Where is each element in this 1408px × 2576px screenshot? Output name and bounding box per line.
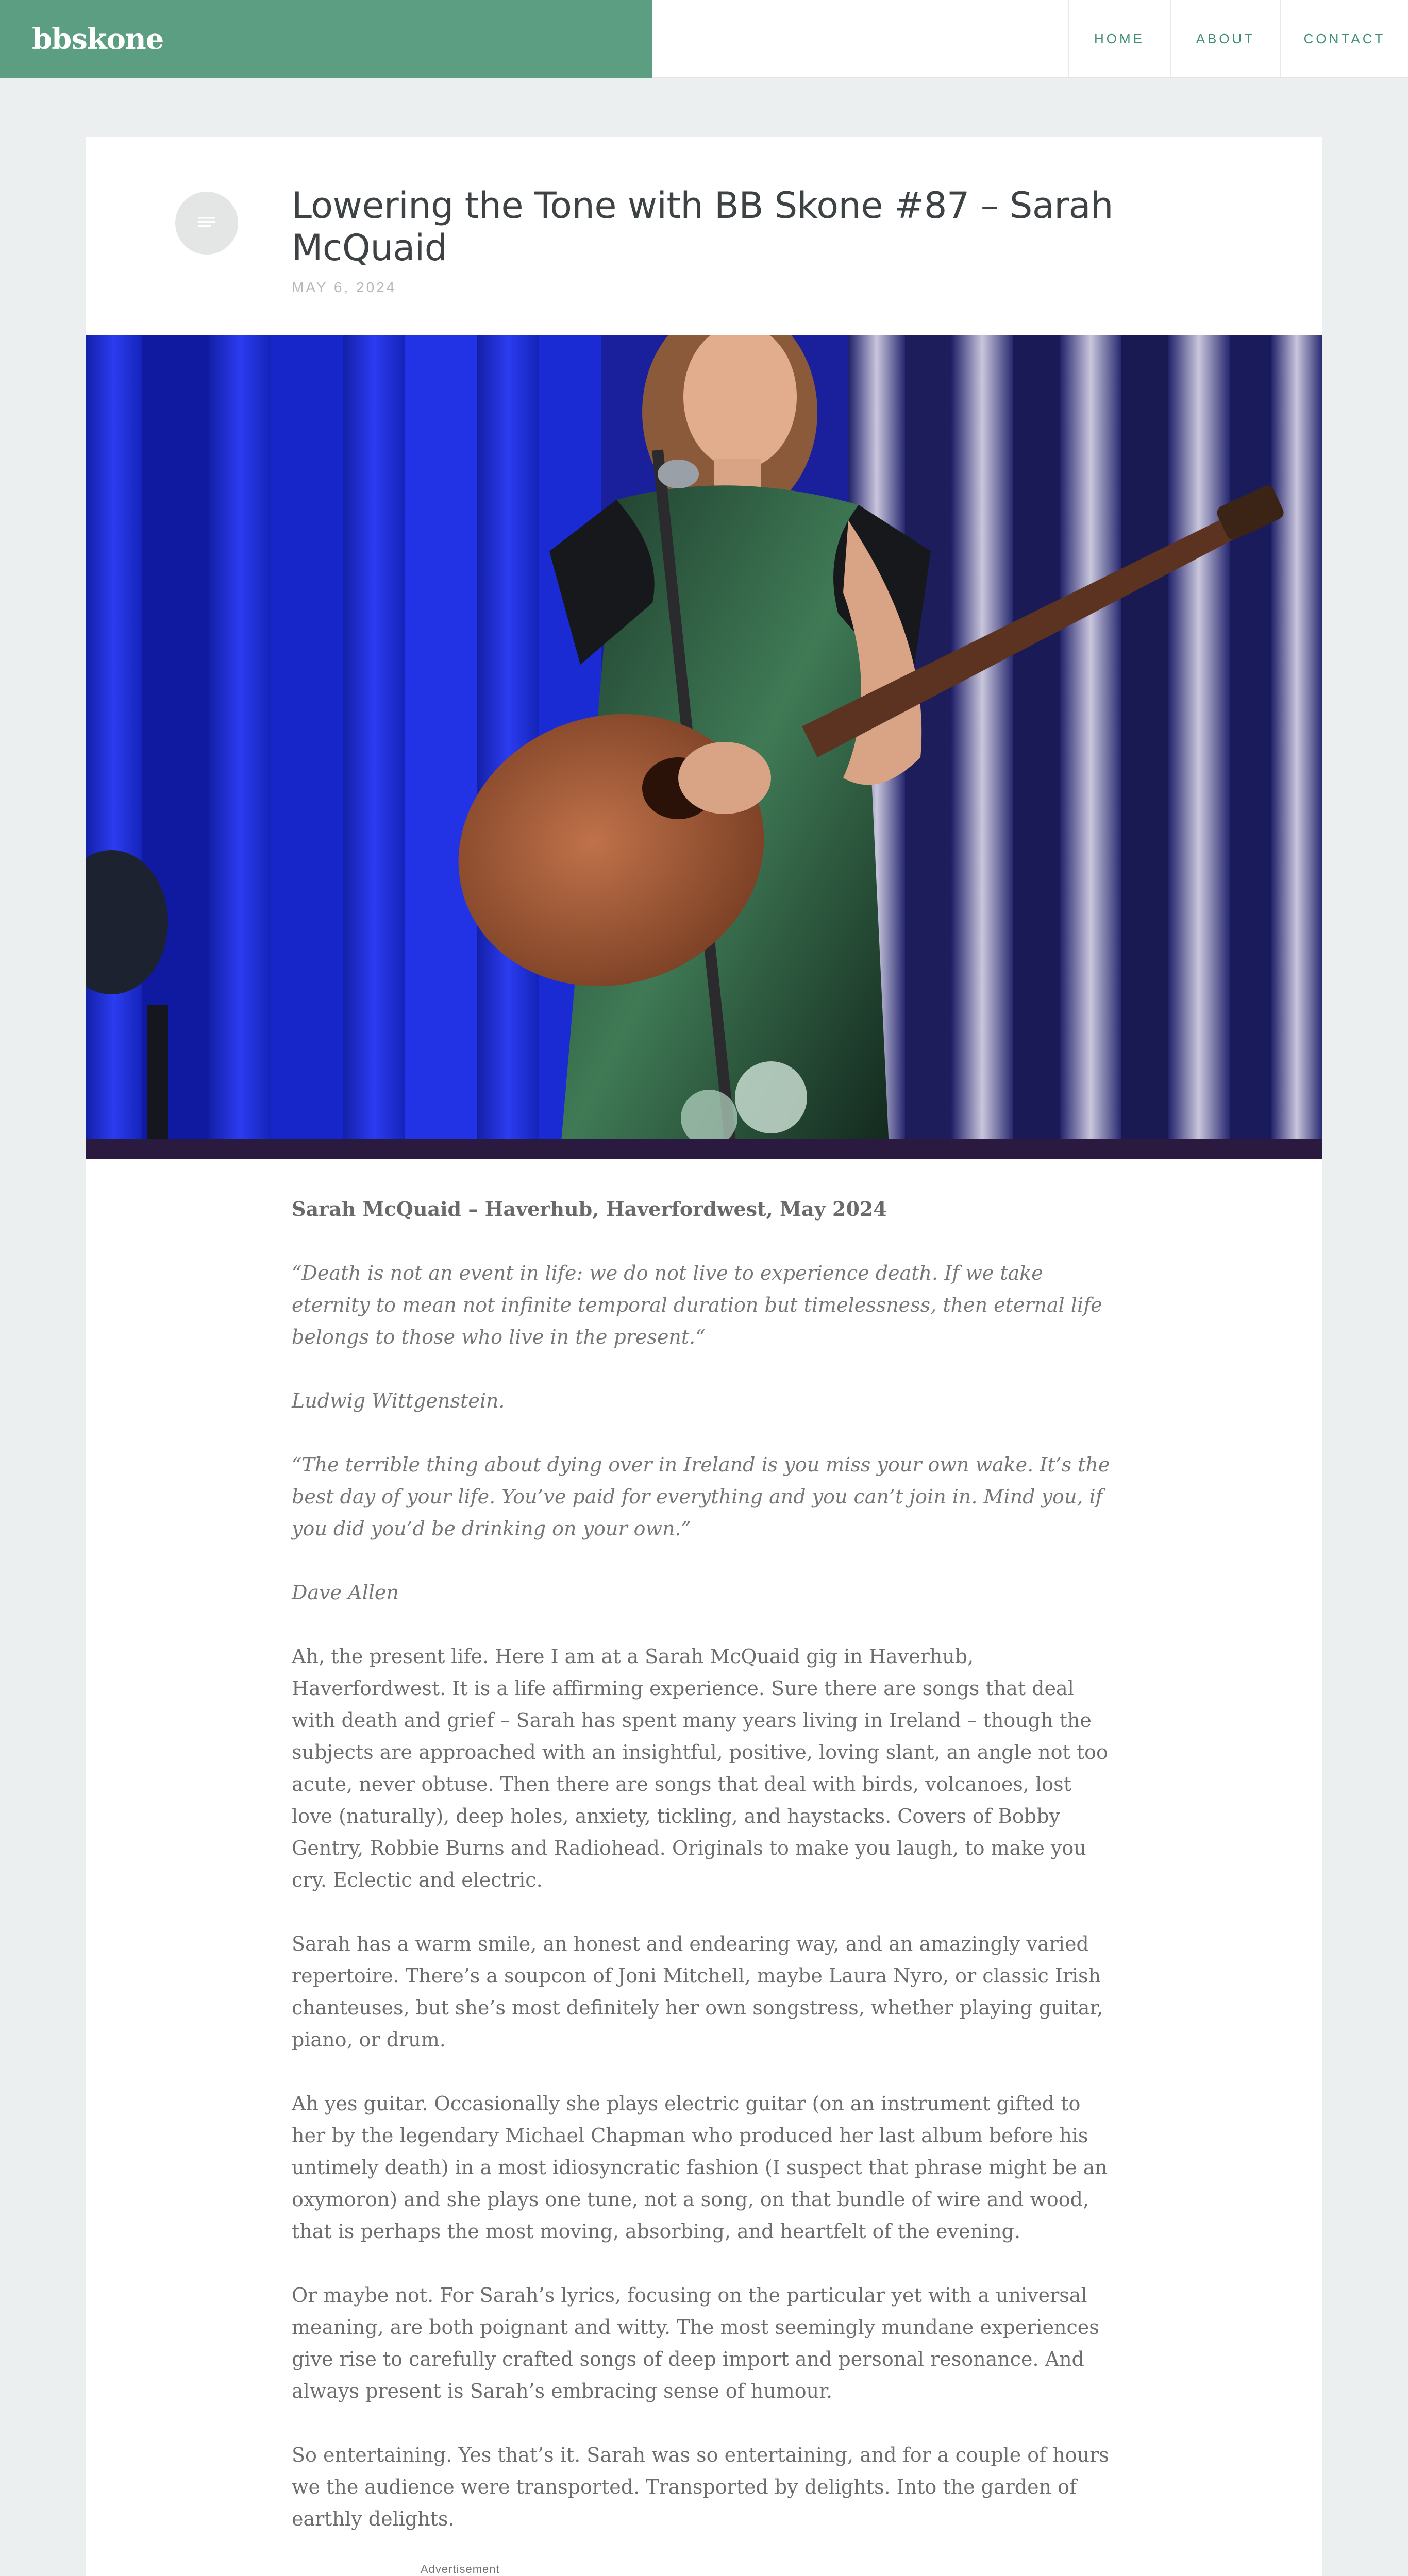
ad-label: Advertisement [421, 2563, 500, 2575]
brand-block[interactable] [0, 0, 652, 78]
nav-contact-link[interactable]: CONTACT [1280, 0, 1408, 77]
post-paragraph: Sarah has a warm smile, an honest and endearing way, and an amazingly varied repertoire. There’s a soupcon of Joni Mitchell, maybe Laura Nyro, or classic Irish chanteuses, but she’s most definitely her own songstress, whether playing guitar, piano, or drum. [292, 1933, 1103, 2051]
nav-about-link[interactable]: ABOUT [1170, 0, 1280, 77]
post-date[interactable]: MAY 6, 2024 [292, 279, 397, 295]
post-card [86, 137, 1322, 2576]
quote-attribution: Dave Allen [292, 1581, 399, 1604]
quote-attribution: Ludwig Wittgenstein. [292, 1389, 505, 1412]
advertisement [421, 2563, 990, 2576]
post-format-standard-icon[interactable] [175, 192, 238, 255]
post-paragraph: Ah yes guitar. Occasionally she plays electric guitar (on an instrument gifted to her by the legendary Michael Chapman who produced her last album before his untimely death) in a most idiosyncratic fashion (I suspect that phrase might be an oxymoron) and she plays one tune, not a song, on that bundle of wire and wood, that is perhaps the most moving, absorbing, and heartfelt of the evening. [292, 2092, 1108, 2243]
post-lead: Sarah McQuaid – Haverhub, Haverfordwest, May 2024 [292, 1197, 887, 1221]
site-logo[interactable]: bbskone [32, 22, 164, 56]
post-content [292, 1193, 1116, 2576]
performer-with-acoustic-guitar-photo [86, 335, 1322, 1159]
quote-allen: “The terrible thing about dying over in Ireland is you miss your own wake. It’s the best day of your life. You’ve paid for everything and you can’t join in. Mind you, if you did you’d be drinking on your own.” [292, 1453, 1110, 1540]
post-paragraph: So entertaining. Yes that’s it. Sarah was so entertaining, and for a couple of hours we the audience were transported. Transported by delights. Into the garden of earthly delights. [292, 2444, 1109, 2530]
quote-wittgenstein: “Death is not an event in life: we do not live to experience death. If we take eternity to mean not infinite temporal duration but timelessness, then eternal life belongs to those who live in the present.“ [292, 1262, 1102, 1348]
main-nav [1068, 0, 1408, 77]
nav-home-link[interactable]: HOME [1068, 0, 1170, 77]
post-title[interactable]: Lowering the Tone with BB Skone #87 – Sarah McQuaid [292, 184, 1113, 269]
post-paragraph: Ah, the present life. Here I am at a Sarah McQuaid gig in Haverhub, Haverfordwest. It is a life affirming experience. Sure there are songs that deal with death and grief – Sarah has spent many years living in Ireland – though the subjects are approached with an insightful, positive, loving slant, an angle not too acute, never obtuse. Then there are songs that deal with birds, volcanoes, lost love (naturally), deep holes, anxiety, tickling, and haystacks. Covers of Bobby Gentry, Robbie Burns and Radiohead. Originals to make you laugh, to make you cry. Eclectic and electric. [292, 1645, 1108, 1891]
post-paragraph: Or maybe not. For Sarah’s lyrics, focusing on the particular yet with a universal meaning, are both poignant and witty. The most seemingly mundane experiences give rise to carefully crafted songs of deep import and personal resonance. And always present is Sarah’s embracing sense of humour. [292, 2284, 1099, 2402]
site-header [0, 0, 1408, 78]
